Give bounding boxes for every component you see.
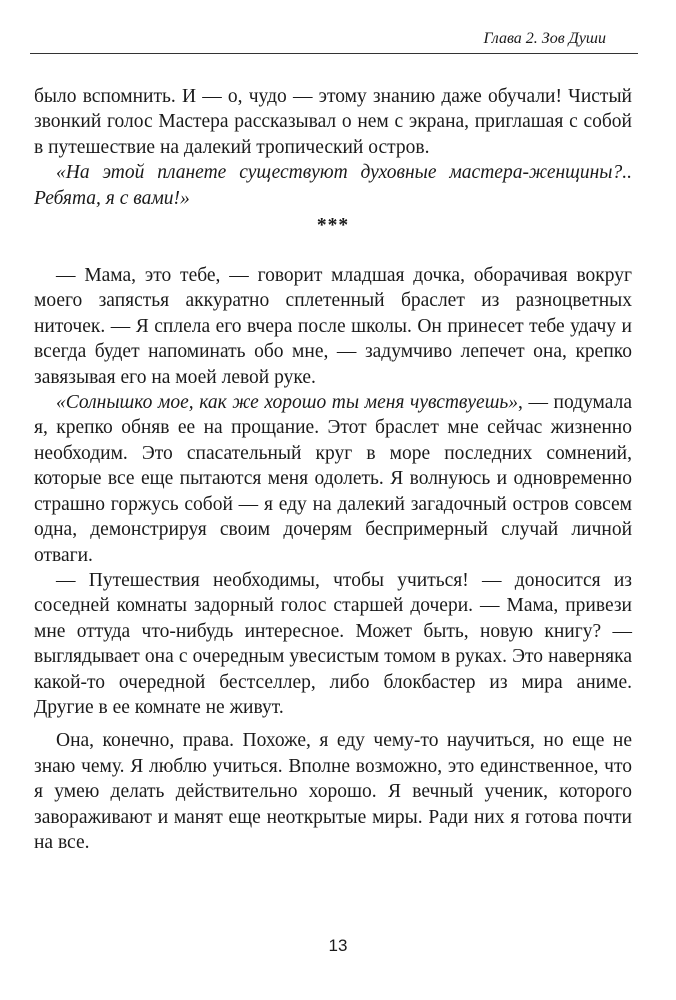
paragraph-5: — Путешествия необходимы, чтобы учиться! — доносится из соседней комнаты задорный голос старшей дочери. — Мама, привези мне оттуда что-нибудь интересное. Может быть, новую книгу? — выглядывает она с очередным увесистым томом в руках. Это наверняка какой-то очередной бестселлер, либо блокбастер из мира аниме. Другие в ее комнате не живут.: [34, 569, 632, 718]
blank-line: [34, 238, 632, 263]
paragraph-1: было вспомнить. И — о, чудо — этому знанию даже обучали! Чистый звонкий голос Мастера рассказывал о нем с экрана, приглашая с собой в путешествие на далекий тропический остров.: [34, 86, 632, 158]
page-number: 13: [328, 936, 348, 955]
body-text: [34, 84, 632, 855]
section-separator: ***: [316, 215, 350, 237]
paragraph-4-rest: , — подумала я, крепко обняв ее на прощание. Этот браслет мне сейчас жизненно необходим. Это спасательный круг в море последних сомнений, которые все еще пытаются меня одолеть. Я волнуюсь и одновременно страшно горжусь собой — я еду на далекий загадочный остров совсем одна, демонстрируя своим дочерям беспримерный случай личной отваги.: [34, 392, 632, 566]
paragraph-2-quote: «На этой планете существуют духовные мастера-женщины?.. Ребята, я с вами!»: [34, 162, 632, 209]
paragraph-3: — Мама, это тебе, — говорит младшая дочка, оборачивая вокруг моего запястья аккуратно сплетенный браслет из разноцветных ниточек. — Я сплела его вчера после школы. Он принесет тебе удачу и всегда будет напоминать обо мне, — задумчиво лепечет она, крепко завязывая его на моей левой руке.: [34, 265, 632, 388]
paragraph-6: Она, конечно, права. Похоже, я еду чему-то научиться, но еще не знаю чему. Я люблю учиться. Вполне возможно, это единственное, что я умею делать действительно хорошо. Я вечный ученик, которого завораживают и манят еще неоткрытые миры. Ради них я готова почти на все.: [34, 730, 632, 853]
paragraph-4-quote: «Солнышко мое, как же хорошо ты меня чувствуешь»: [56, 392, 519, 414]
paragraph-spacer: [34, 720, 632, 728]
running-header: [30, 28, 638, 54]
paragraph-4: [34, 390, 632, 568]
running-title: Глава 2. Зов Души: [483, 30, 606, 47]
